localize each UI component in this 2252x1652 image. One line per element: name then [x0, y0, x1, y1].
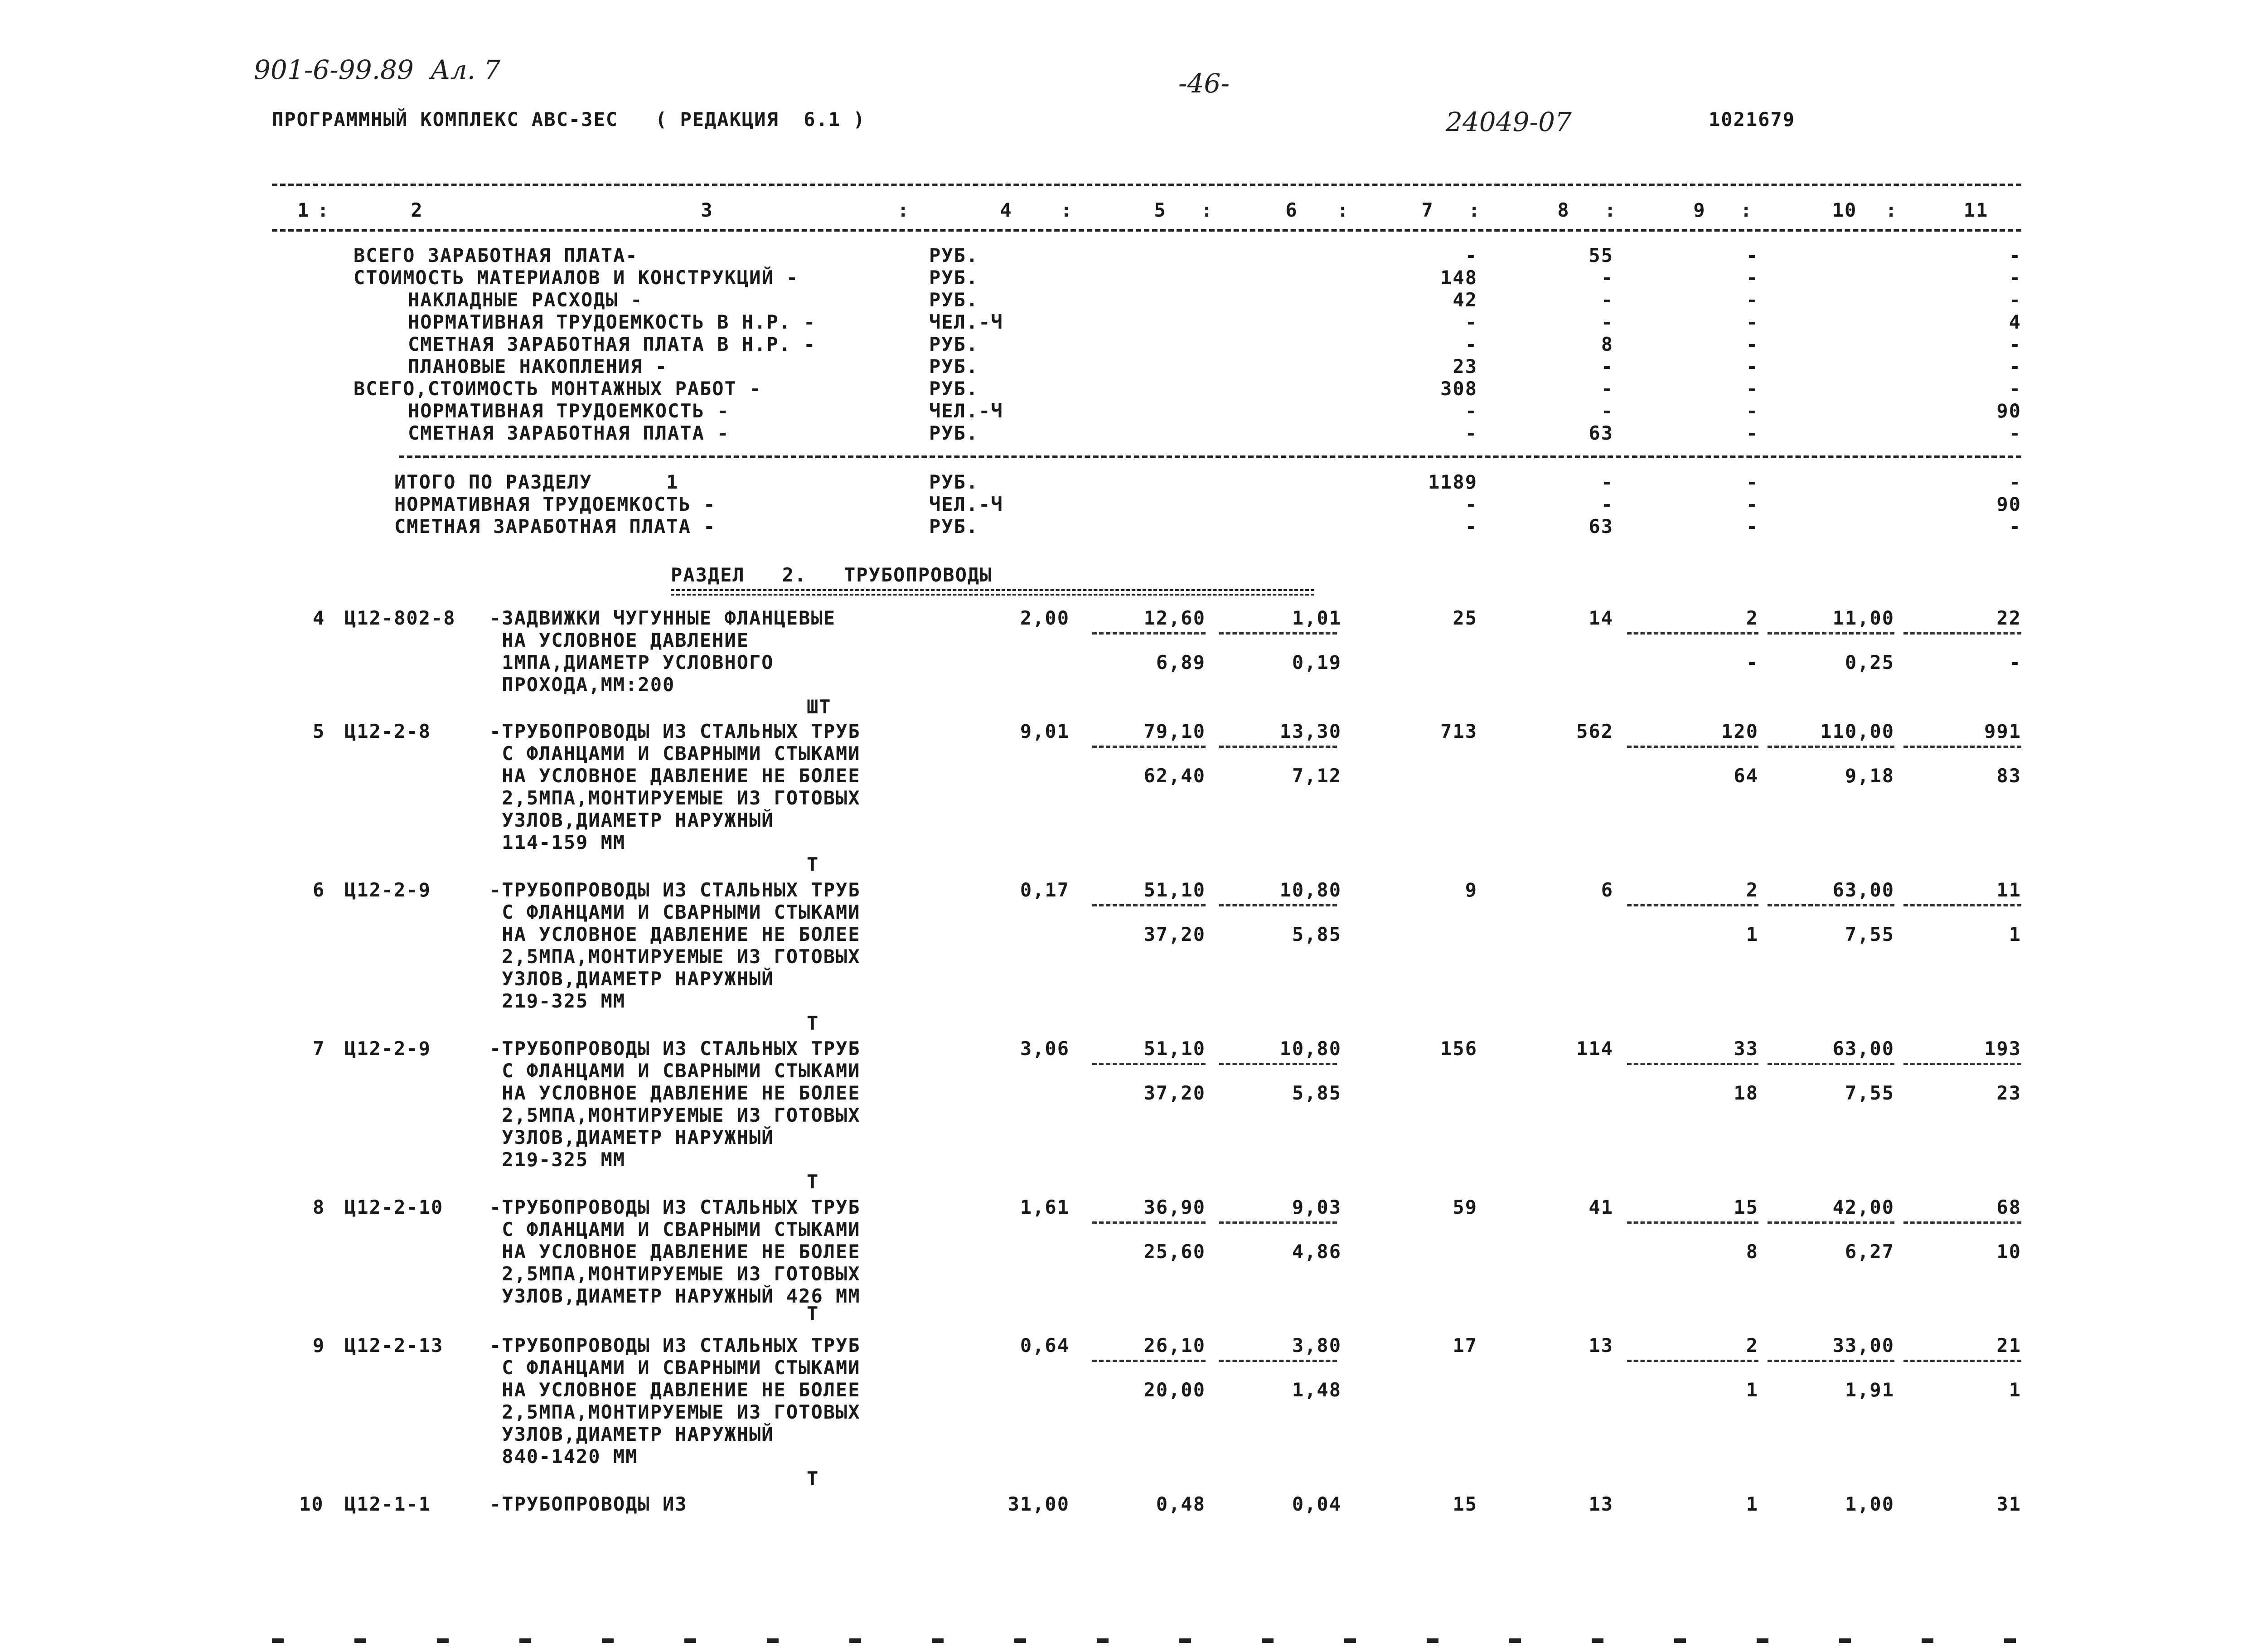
- bottom-dash-mark: [932, 1638, 944, 1643]
- bottom-dash-mark: [1757, 1638, 1768, 1643]
- summary-col8: 8: [1601, 333, 1613, 355]
- summary-col11: -: [2009, 289, 2021, 311]
- item-code: Ц12-2-8: [344, 720, 431, 742]
- summary-col9: -: [1746, 289, 1758, 311]
- item-description: 2,5МПА,МОНТИРУЕМЫЕ ИЗ ГОТОВЫХ: [489, 1263, 861, 1285]
- item-col4: 2,00: [1020, 607, 1070, 629]
- summary-col7: 42: [1453, 289, 1477, 311]
- summary-col11: -: [2009, 266, 2021, 289]
- section-total-unit: РУБ.: [929, 471, 979, 493]
- item-description: С ФЛАНЦАМИ И СВАРНЫМИ СТЫКАМИ: [489, 1218, 861, 1240]
- item-code: Ц12-2-10: [344, 1196, 444, 1218]
- summary-unit: ЧЕЛ.-Ч: [929, 311, 1003, 333]
- item-col6: 10,80: [1279, 1037, 1342, 1060]
- item-description: 219-325 ММ: [489, 1148, 626, 1171]
- item-description: -ТРУБОПРОВОДЫ ИЗ СТАЛЬНЫХ ТРУБ: [489, 879, 861, 901]
- item-unit: Т: [807, 1468, 819, 1490]
- section-title: РАЗДЕЛ 2. ТРУБОПРОВОДЫ: [671, 564, 993, 586]
- item-description: 219-325 ММ: [489, 990, 626, 1012]
- item-description: УЗЛОВ,ДИАМЕТР НАРУЖНЫЙ: [489, 968, 774, 990]
- item-col11: 22: [1996, 607, 2021, 629]
- item-col7: 713: [1440, 720, 1477, 742]
- fraction-line-col6: [1219, 632, 1337, 635]
- item-unit: Т: [807, 1171, 819, 1193]
- bottom-dash-mark: [1179, 1638, 1191, 1643]
- item-unit: Т: [807, 1012, 819, 1034]
- item-col5: 0,48: [1156, 1493, 1206, 1515]
- item-col6-lower: 7,12: [1292, 765, 1342, 787]
- bottom-dash-mark: [849, 1638, 861, 1643]
- item-col9: 120: [1721, 720, 1758, 742]
- section-total-col7: -: [1465, 515, 1477, 538]
- bottom-dash-mark: [1509, 1638, 1521, 1643]
- item-col7: 9: [1465, 879, 1477, 901]
- column-separator: :: [897, 199, 910, 221]
- fraction-line-col11: [1903, 1360, 2021, 1362]
- item-col5: 36,90: [1143, 1196, 1206, 1218]
- fraction-line-col6: [1219, 1360, 1337, 1362]
- summary-unit: РУБ.: [929, 378, 979, 400]
- bottom-dash-mark: [2004, 1638, 2016, 1643]
- item-description: -ЗАДВИЖКИ ЧУГУННЫЕ ФЛАНЦЕВЫЕ: [489, 607, 836, 629]
- item-col7: 17: [1453, 1334, 1477, 1356]
- item-col6: 10,80: [1279, 879, 1342, 901]
- section-total-col11: 90: [1996, 493, 2021, 515]
- item-col5: 51,10: [1143, 879, 1206, 901]
- column-separator: :: [1604, 199, 1617, 221]
- item-col9-lower: 1: [1746, 923, 1758, 945]
- summary-col11: -: [2009, 422, 2021, 444]
- fraction-line-col10: [1768, 632, 1894, 635]
- item-number: 7: [313, 1037, 325, 1060]
- summary-col8: -: [1601, 266, 1613, 289]
- item-description: -ТРУБОПРОВОДЫ ИЗ СТАЛЬНЫХ ТРУБ: [489, 1196, 861, 1218]
- fraction-line-col11: [1903, 746, 2021, 748]
- item-col10: 110,00: [1820, 720, 1894, 742]
- item-unit: ШТ: [807, 696, 832, 718]
- summary-unit: РУБ.: [929, 355, 979, 378]
- item-number: 9: [313, 1334, 325, 1356]
- item-col6: 0,04: [1292, 1493, 1342, 1515]
- item-col5-lower: 37,20: [1143, 1082, 1206, 1104]
- item-col11: 193: [1984, 1037, 2021, 1060]
- item-col5-lower: 20,00: [1143, 1379, 1206, 1401]
- summary-col11: 4: [2009, 311, 2021, 333]
- summary-col7: 148: [1440, 266, 1477, 289]
- item-col11-lower: 23: [1996, 1082, 2021, 1104]
- item-code: Ц12-802-8: [344, 607, 456, 629]
- column-separator: :: [1201, 199, 1214, 221]
- summary-col8: 55: [1589, 244, 1613, 266]
- fraction-line-col10: [1768, 904, 1894, 906]
- fraction-line-col9: [1627, 632, 1758, 635]
- item-col9-lower: 18: [1734, 1082, 1758, 1104]
- item-col9-lower: 64: [1734, 765, 1758, 787]
- item-col6-lower: 1,48: [1292, 1379, 1342, 1401]
- summary-label: СМЕТНАЯ ЗАРАБОТНАЯ ПЛАТА В Н.Р. -: [408, 333, 816, 355]
- item-col10-lower: 1,91: [1845, 1379, 1894, 1401]
- item-col4: 9,01: [1020, 720, 1070, 742]
- section-total-col8: -: [1601, 493, 1613, 515]
- item-col9-lower: 8: [1746, 1240, 1758, 1263]
- table-header-border: [272, 229, 2021, 232]
- item-description: УЗЛОВ,ДИАМЕТР НАРУЖНЫЙ 426 ММ: [489, 1285, 861, 1307]
- item-col10: 63,00: [1832, 1037, 1894, 1060]
- item-col7: 25: [1453, 607, 1477, 629]
- bottom-dash-mark: [1262, 1638, 1274, 1643]
- column-header-10: 10: [1832, 199, 1857, 221]
- item-code: Ц12-2-9: [344, 879, 431, 901]
- summary-unit: ЧЕЛ.-Ч: [929, 400, 1003, 422]
- summary-col11: 90: [1996, 400, 2021, 422]
- item-description: -ТРУБОПРОВОДЫ ИЗ СТАЛЬНЫХ ТРУБ: [489, 1334, 861, 1356]
- bottom-dash-mark: [519, 1638, 531, 1643]
- summary-col9: -: [1746, 266, 1758, 289]
- summary-unit: РУБ.: [929, 289, 979, 311]
- column-header-11: 11: [1963, 199, 1989, 221]
- item-number: 6: [313, 879, 325, 901]
- summary-label: СТОИМОСТЬ МАТЕРИАЛОВ И КОНСТРУКЦИЙ -: [354, 266, 799, 289]
- summary-col7: 23: [1453, 355, 1477, 378]
- fraction-line-col10: [1768, 1063, 1894, 1065]
- column-header-2: 2: [411, 199, 423, 221]
- item-col9: 15: [1734, 1196, 1758, 1218]
- item-description: НА УСЛОВНОЕ ДАВЛЕНИЕ НЕ БОЛЕЕ: [489, 923, 861, 945]
- summary-col7: 308: [1440, 378, 1477, 400]
- handwritten-code: 24049-07: [1446, 107, 1572, 137]
- fraction-line-col9: [1627, 746, 1758, 748]
- summary-unit: РУБ.: [929, 422, 979, 444]
- summary-label: НОРМАТИВНАЯ ТРУДОЕМКОСТЬ В Н.Р. -: [408, 311, 816, 333]
- summary-col9: -: [1746, 311, 1758, 333]
- summary-col9: -: [1746, 244, 1758, 266]
- summary-col9: -: [1746, 400, 1758, 422]
- column-separator: :: [1337, 199, 1350, 221]
- item-col7: 156: [1440, 1037, 1477, 1060]
- item-col8: 13: [1589, 1334, 1613, 1356]
- item-col10-lower: 7,55: [1845, 1082, 1894, 1104]
- section-total-col8: -: [1601, 471, 1613, 493]
- item-col8: 41: [1589, 1196, 1613, 1218]
- item-description: УЗЛОВ,ДИАМЕТР НАРУЖНЫЙ: [489, 809, 774, 831]
- bottom-dash-mark: [1592, 1638, 1603, 1643]
- item-col5-lower: 37,20: [1143, 923, 1206, 945]
- item-col8: 13: [1589, 1493, 1613, 1515]
- item-col5-lower: 62,40: [1143, 765, 1206, 787]
- item-description: 114-159 ММ: [489, 831, 626, 853]
- item-description: НА УСЛОВНОЕ ДАВЛЕНИЕ НЕ БОЛЕЕ: [489, 1379, 861, 1401]
- item-col9: 1: [1746, 1493, 1758, 1515]
- item-col5-lower: 25,60: [1143, 1240, 1206, 1263]
- item-col10: 33,00: [1832, 1334, 1894, 1356]
- fraction-line-col9: [1627, 1063, 1758, 1065]
- item-description: 1МПА,ДИАМЕТР УСЛОВНОГО: [489, 651, 774, 673]
- item-number: 8: [313, 1196, 325, 1218]
- summary-col8: -: [1601, 378, 1613, 400]
- item-col4: 3,06: [1020, 1037, 1070, 1060]
- column-header-6: 6: [1285, 199, 1298, 221]
- item-col4: 1,61: [1020, 1196, 1070, 1218]
- section-total-label: НОРМАТИВНАЯ ТРУДОЕМКОСТЬ -: [394, 493, 716, 515]
- summary-col8: -: [1601, 289, 1613, 311]
- item-description: С ФЛАНЦАМИ И СВАРНЫМИ СТЫКАМИ: [489, 1060, 861, 1082]
- item-col6: 3,80: [1292, 1334, 1342, 1356]
- fraction-line-col9: [1627, 1360, 1758, 1362]
- section-total-col7: -: [1465, 493, 1477, 515]
- item-description: 2,5МПА,МОНТИРУЕМЫЕ ИЗ ГОТОВЫХ: [489, 1104, 861, 1126]
- bottom-dash-mark: [272, 1638, 284, 1643]
- bottom-dash-mark: [767, 1638, 779, 1643]
- item-col10-lower: 7,55: [1845, 923, 1894, 945]
- fraction-line-col6: [1219, 904, 1337, 906]
- section-total-col9: -: [1746, 493, 1758, 515]
- column-header-5: 5: [1154, 199, 1167, 221]
- table-top-border: [272, 184, 2021, 186]
- summary-label: НАКЛАДНЫЕ РАСХОДЫ -: [408, 289, 643, 311]
- fraction-line-col11: [1903, 904, 2021, 906]
- fraction-line-col5: [1092, 1063, 1206, 1065]
- item-col11-lower: 10: [1996, 1240, 2021, 1263]
- item-col6: 1,01: [1292, 607, 1342, 629]
- item-description: НА УСЛОВНОЕ ДАВЛЕНИЕ НЕ БОЛЕЕ: [489, 765, 861, 787]
- item-description: 2,5МПА,МОНТИРУЕМЫЕ ИЗ ГОТОВЫХ: [489, 787, 861, 809]
- item-col10: 63,00: [1832, 879, 1894, 901]
- bottom-dash-mark: [1014, 1638, 1026, 1643]
- item-col11-lower: 83: [1996, 765, 2021, 787]
- item-code: Ц12-2-9: [344, 1037, 431, 1060]
- summary-col9: -: [1746, 355, 1758, 378]
- summary-label: НОРМАТИВНАЯ ТРУДОЕМКОСТЬ -: [408, 400, 730, 422]
- item-description: НА УСЛОВНОЕ ДАВЛЕНИЕ: [489, 629, 750, 651]
- item-col11-lower: 1: [2009, 923, 2021, 945]
- item-col5: 79,10: [1143, 720, 1206, 742]
- fraction-line-col10: [1768, 746, 1894, 748]
- item-col5: 26,10: [1143, 1334, 1206, 1356]
- summary-col7: -: [1465, 422, 1477, 444]
- summary-unit: РУБ.: [929, 266, 979, 289]
- item-number: 4: [313, 607, 325, 629]
- item-col10: 42,00: [1832, 1196, 1894, 1218]
- bottom-dash-mark: [1344, 1638, 1356, 1643]
- summary-col11: -: [2009, 244, 2021, 266]
- summary-col7: -: [1465, 244, 1477, 266]
- item-description: ПРОХОДА,ММ:200: [489, 673, 675, 696]
- summary-divider: [399, 455, 2021, 458]
- column-separator: :: [1468, 199, 1481, 221]
- fraction-line-col6: [1219, 746, 1337, 748]
- item-description: УЗЛОВ,ДИАМЕТР НАРУЖНЫЙ: [489, 1126, 774, 1148]
- section-total-label: ИТОГО ПО РАЗДЕЛУ 1: [394, 471, 679, 493]
- summary-col7: -: [1465, 333, 1477, 355]
- item-number: 5: [313, 720, 325, 742]
- fraction-line-col11: [1903, 1221, 2021, 1224]
- item-description: С ФЛАНЦАМИ И СВАРНЫМИ СТЫКАМИ: [489, 901, 861, 923]
- summary-col7: -: [1465, 311, 1477, 333]
- item-description: УЗЛОВ,ДИАМЕТР НАРУЖНЫЙ: [489, 1423, 774, 1445]
- item-col10-lower: 9,18: [1845, 765, 1894, 787]
- summary-unit: РУБ.: [929, 333, 979, 355]
- section-total-col11: -: [2009, 471, 2021, 493]
- column-header-4: 4: [1000, 199, 1012, 221]
- item-unit: Т: [807, 853, 819, 876]
- summary-col11: -: [2009, 333, 2021, 355]
- item-col4: 31,00: [1007, 1493, 1070, 1515]
- item-col10-lower: 0,25: [1845, 651, 1894, 673]
- bottom-dash-mark: [437, 1638, 449, 1643]
- item-description: 840-1420 ММ: [489, 1445, 638, 1468]
- item-col8: 6: [1601, 879, 1613, 901]
- section-total-unit: РУБ.: [929, 515, 979, 538]
- item-col11-lower: -: [2009, 651, 2021, 673]
- item-col9: 33: [1734, 1037, 1758, 1060]
- bottom-dash-mark: [684, 1638, 696, 1643]
- item-unit: Т: [807, 1303, 819, 1325]
- column-separator: :: [1740, 199, 1753, 221]
- item-col10: 11,00: [1832, 607, 1894, 629]
- summary-col9: -: [1746, 422, 1758, 444]
- fraction-line-col9: [1627, 904, 1758, 906]
- document-number: 1021679: [1709, 108, 1796, 131]
- item-col9: 2: [1746, 879, 1758, 901]
- item-number: 10: [299, 1493, 324, 1515]
- item-col6-lower: 4,86: [1292, 1240, 1342, 1263]
- item-description: С ФЛАНЦАМИ И СВАРНЫМИ СТЫКАМИ: [489, 1356, 861, 1379]
- summary-label: ВСЕГО ЗАРАБОТНАЯ ПЛАТА-: [354, 244, 638, 266]
- item-col6-lower: 0,19: [1292, 651, 1342, 673]
- fraction-line-col10: [1768, 1360, 1894, 1362]
- item-col7: 15: [1453, 1493, 1477, 1515]
- item-description: НА УСЛОВНОЕ ДАВЛЕНИЕ НЕ БОЛЕЕ: [489, 1082, 861, 1104]
- item-description: 2,5МПА,МОНТИРУЕМЫЕ ИЗ ГОТОВЫХ: [489, 1401, 861, 1423]
- bottom-dash-mark: [1839, 1638, 1851, 1643]
- item-col5-lower: 6,89: [1156, 651, 1206, 673]
- summary-col11: -: [2009, 355, 2021, 378]
- section-total-col9: -: [1746, 471, 1758, 493]
- item-col9-lower: -: [1746, 651, 1758, 673]
- item-description: С ФЛАНЦАМИ И СВАРНЫМИ СТЫКАМИ: [489, 742, 861, 765]
- item-col11: 11: [1996, 879, 2021, 901]
- bottom-dash-mark: [602, 1638, 614, 1643]
- bottom-dash-mark: [1097, 1638, 1109, 1643]
- item-col9-lower: 1: [1746, 1379, 1758, 1401]
- item-code: Ц12-2-13: [344, 1334, 444, 1356]
- item-col4: 0,64: [1020, 1334, 1070, 1356]
- item-col5: 51,10: [1143, 1037, 1206, 1060]
- item-col11: 991: [1984, 720, 2021, 742]
- column-header-8: 8: [1557, 199, 1570, 221]
- fraction-line-col11: [1903, 1063, 2021, 1065]
- item-col9: 2: [1746, 607, 1758, 629]
- fraction-line-col11: [1903, 632, 2021, 635]
- section-total-col8: 63: [1589, 515, 1613, 538]
- column-header-9: 9: [1693, 199, 1706, 221]
- item-col6: 13,30: [1279, 720, 1342, 742]
- summary-col8: 63: [1589, 422, 1613, 444]
- fraction-line-col5: [1092, 1221, 1206, 1224]
- item-col6: 9,03: [1292, 1196, 1342, 1218]
- section-total-label: СМЕТНАЯ ЗАРАБОТНАЯ ПЛАТА -: [394, 515, 716, 538]
- item-code: Ц12-1-1: [344, 1493, 431, 1515]
- item-col11: 21: [1996, 1334, 2021, 1356]
- item-description: 2,5МПА,МОНТИРУЕМЫЕ ИЗ ГОТОВЫХ: [489, 945, 861, 968]
- summary-col9: -: [1746, 378, 1758, 400]
- fraction-line-col10: [1768, 1221, 1894, 1224]
- fraction-line-col5: [1092, 1360, 1206, 1362]
- item-col11-lower: 1: [2009, 1379, 2021, 1401]
- section-total-col9: -: [1746, 515, 1758, 538]
- bottom-dash-mark: [354, 1638, 366, 1643]
- bottom-dash-mark: [1674, 1638, 1686, 1643]
- item-description: -ТРУБОПРОВОДЫ ИЗ: [489, 1493, 688, 1515]
- item-description: -ТРУБОПРОВОДЫ ИЗ СТАЛЬНЫХ ТРУБ: [489, 720, 861, 742]
- fraction-line-col5: [1092, 746, 1206, 748]
- handwritten-ref: 901-6-99.89 Ал. 7: [254, 54, 501, 85]
- column-header-1: 1: [297, 199, 310, 221]
- fraction-line-col5: [1092, 904, 1206, 906]
- summary-label: ПЛАНОВЫЕ НАКОПЛЕНИЯ -: [408, 355, 668, 378]
- fraction-line-col6: [1219, 1063, 1337, 1065]
- column-separator: :: [1061, 199, 1073, 221]
- summary-col11: -: [2009, 378, 2021, 400]
- summary-col8: -: [1601, 400, 1613, 422]
- summary-label: ВСЕГО,СТОИМОСТЬ МОНТАЖНЫХ РАБОТ -: [354, 378, 762, 400]
- bottom-dash-mark: [1922, 1638, 1933, 1643]
- fraction-line-col6: [1219, 1221, 1337, 1224]
- program-header: ПРОГРАММНЫЙ КОМПЛЕКС АВС-3ЕС ( РЕДАКЦИЯ 6.1 ): [272, 108, 866, 131]
- item-col8: 14: [1589, 607, 1613, 629]
- fraction-line-col5: [1092, 632, 1206, 635]
- item-col9: 2: [1746, 1334, 1758, 1356]
- handwritten-page-number: -46-: [1178, 68, 1230, 99]
- item-col8: 114: [1576, 1037, 1613, 1060]
- item-col5: 12,60: [1143, 607, 1206, 629]
- item-description: -ТРУБОПРОВОДЫ ИЗ СТАЛЬНЫХ ТРУБ: [489, 1037, 861, 1060]
- item-description: НА УСЛОВНОЕ ДАВЛЕНИЕ НЕ БОЛЕЕ: [489, 1240, 861, 1263]
- summary-col7: -: [1465, 400, 1477, 422]
- item-col8: 562: [1576, 720, 1613, 742]
- item-col11: 31: [1996, 1493, 2021, 1515]
- section-total-col11: -: [2009, 515, 2021, 538]
- item-col10: 1,00: [1845, 1493, 1894, 1515]
- item-col4: 0,17: [1020, 879, 1070, 901]
- summary-unit: РУБ.: [929, 244, 979, 266]
- item-col6-lower: 5,85: [1292, 1082, 1342, 1104]
- item-col6-lower: 5,85: [1292, 923, 1342, 945]
- bottom-dash-mark: [1427, 1638, 1438, 1643]
- column-separator: :: [1885, 199, 1898, 221]
- column-separator: :: [317, 199, 330, 221]
- item-col11: 68: [1996, 1196, 2021, 1218]
- section-total-unit: ЧЕЛ.-Ч: [929, 493, 1003, 515]
- item-col10-lower: 6,27: [1845, 1240, 1894, 1263]
- summary-label: СМЕТНАЯ ЗАРАБОТНАЯ ПЛАТА -: [408, 422, 730, 444]
- column-header-7: 7: [1421, 199, 1434, 221]
- column-header-3: 3: [701, 199, 713, 221]
- fraction-line-col9: [1627, 1221, 1758, 1224]
- section-title-underline-2: [671, 594, 1314, 596]
- item-col7: 59: [1453, 1196, 1477, 1218]
- summary-col9: -: [1746, 333, 1758, 355]
- summary-col8: -: [1601, 355, 1613, 378]
- section-total-col7: 1189: [1428, 471, 1477, 493]
- section-title-underline: [671, 589, 1314, 591]
- summary-col8: -: [1601, 311, 1613, 333]
